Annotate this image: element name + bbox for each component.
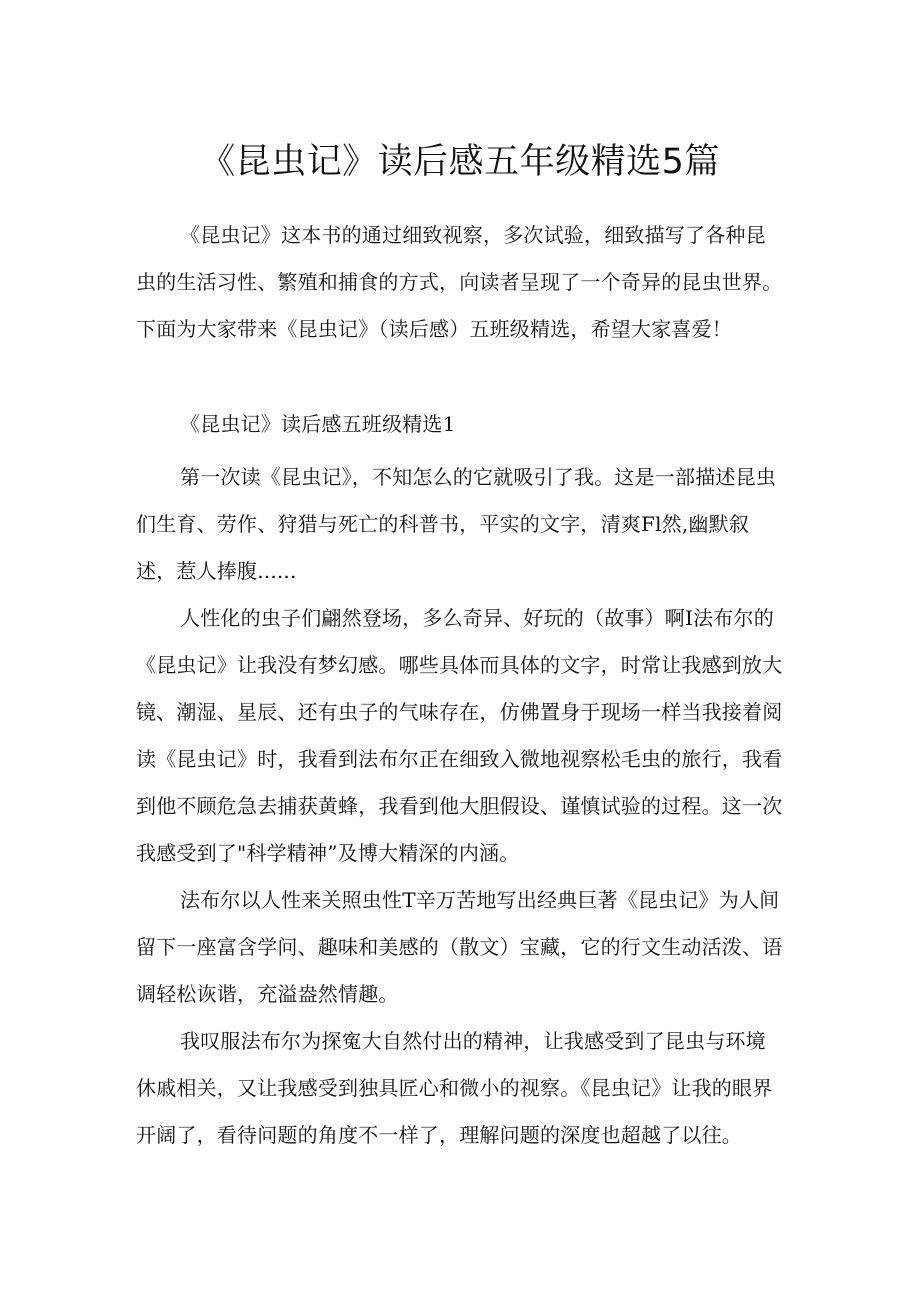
page-title: 《昆虫记》读后感五年级精选5篇	[200, 142, 720, 182]
intro-paragraph: 《昆虫记》这本书的通过细致视察，多次试验，细致描写了各种昆虫的生活习性、繁殖和捕食的方式，向读者呈现了一个奇异的昆虫世界。下面为大家带来《昆虫记》（读后感）五班级精选，希望大家喜爱！	[136, 223, 783, 341]
section-heading: 《昆虫记》读后感五班级精选1	[180, 412, 456, 436]
body-paragraph-2: 人性化的虫子们翩然登场，多么奇异、好玩的（故事）啊I法布尔的《昆虫记》让我没有梦幻感。哪些具体而具体的文字，时常让我感到放大镜、潮湿、星辰、还有虫子的气味存在，仿佛置身于现场一样当我接着阅读《昆虫记》时，我看到法布尔正在细致入微地视察松毛虫的旅行，我看到他不顾危急去捕获黄蜂，我看到他大胆假设、谨慎试验的过程。这一次我感受到了"科学精神”及博大精深的内涵。	[136, 606, 783, 865]
body-paragraph-1: 第一次读《昆虫记》，不知怎么的它就吸引了我。这是一部描述昆虫们生育、劳作、狩猎与死亡的科普书，平实的文字，清爽Fl然,幽默叙述，惹人捧腹......	[136, 465, 776, 583]
body-paragraph-3: 法布尔以人性来关照虫性T辛万苦地写出经典巨著《昆虫记》为人间留下一座富含学问、趣味和美感的（散文）宝藏，它的行文生动活泼、语调轻松诙谐，充溢盎然情趣。	[136, 888, 783, 1006]
body-paragraph-4: 我叹服法布尔为探寃大自然付出的精神，让我感受到了昆虫与环境休戚相关，又让我感受到独具匠心和微小的视察。《昆虫记》让我的眼界开阔了，看待问题的角度不一样了，理解问题的深度也超越了以往。	[136, 1029, 773, 1147]
